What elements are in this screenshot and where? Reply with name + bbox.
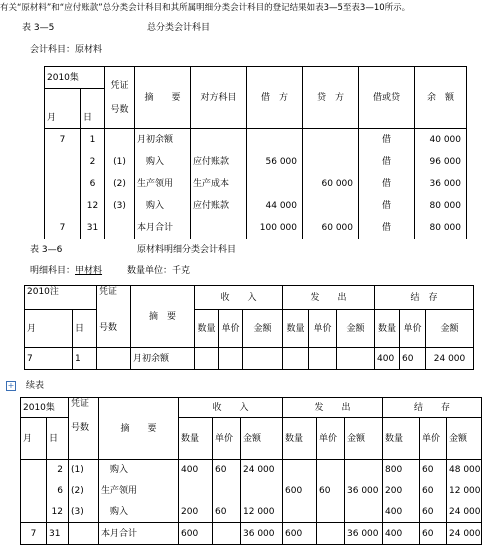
- general-ledger-table: [44, 66, 467, 239]
- month-header: 月: [25, 310, 73, 348]
- table-row: 7 1 月初余额 借 40 000: [45, 129, 467, 151]
- price-header: 单价: [213, 418, 241, 460]
- table-3-5-subject: 会计科目：原材料: [30, 45, 103, 55]
- day-header: 日: [81, 89, 105, 129]
- table-3-6-label: 表 3—6: [30, 245, 63, 255]
- qty-header: 数量: [383, 418, 420, 460]
- day-header: 日: [73, 310, 97, 348]
- detail-ledger-table: [24, 285, 474, 370]
- month-header: 月: [21, 418, 47, 460]
- table-3-5-title: 总分类会计科目: [147, 23, 211, 33]
- day-header: 日: [47, 418, 69, 460]
- debit-header: 借 方: [247, 67, 303, 129]
- income-header: 收 入: [179, 398, 283, 418]
- qty-header: 数量: [375, 310, 400, 348]
- amount-header: 金额: [337, 310, 375, 348]
- voucher-header: 凭证 号数: [105, 67, 135, 129]
- table-row: 12 (3) 购入 应付账款 44 000 借 80 000: [45, 195, 467, 217]
- issue-header: 发 出: [283, 286, 375, 310]
- month-header: 月: [45, 89, 81, 129]
- price-header: 单价: [400, 310, 426, 348]
- qty-header: 数量: [283, 418, 317, 460]
- balance-header: 余 额: [415, 67, 467, 129]
- table-row: 2 (1) 购入 400 60 24 000 800 60 48 000: [21, 460, 482, 481]
- continuation-label: 续表: [26, 381, 45, 391]
- amount-header: 金额: [241, 418, 283, 460]
- table-row: 6 (2) 生产领用 600 60 36 000 200 60 12 000: [21, 481, 482, 502]
- description-header: 摘 要: [99, 398, 179, 460]
- intro-text: 有关“原材料”和“应付账款”总分类会计科目和其所属明细分类会计科目的登记结果如表3—5至表3—10所示。: [0, 3, 411, 13]
- credit-header: 贷 方: [303, 67, 359, 129]
- table-3-5-label: 表 3—5: [22, 23, 55, 33]
- price-header: 单价: [219, 310, 243, 348]
- year-header: 2010注: [25, 286, 97, 310]
- balance-header: 结 存: [383, 398, 482, 418]
- table-row: 6 (2) 生产领用 生产成本 60 000 借 36 000: [45, 173, 467, 195]
- balance-header: 结 存: [375, 286, 474, 310]
- qty-header: 数量: [283, 310, 309, 348]
- price-header: 单价: [317, 418, 345, 460]
- issue-header: 发 出: [283, 398, 383, 418]
- table-3-6-unit: 数量单位：千克: [127, 266, 191, 276]
- income-header: 收 入: [195, 286, 283, 310]
- year-header: 2010集: [45, 67, 105, 89]
- amount-header: 金额: [447, 418, 482, 460]
- table-row: 7 31 本月合计 100 000 60 000 借 80 000: [45, 217, 467, 239]
- amount-header: 金额: [243, 310, 283, 348]
- opposite-account-header: 对方科目: [191, 67, 247, 129]
- table-row: 2 (1) 购入 应付账款 56 000 借 96 000: [45, 151, 467, 173]
- total-row: 7 31 本月合计 600 36 000 600 36 000 400 60 24 000: [21, 523, 482, 545]
- table-3-6-title: 原材料明细分类会计科目: [137, 245, 237, 255]
- table-row: 12 (3) 购入 200 60 12 000 400 60 24 000: [21, 502, 482, 523]
- description-header: 摘 要: [135, 67, 191, 129]
- price-header: 单价: [420, 418, 447, 460]
- dc-header: 借或贷: [359, 67, 415, 129]
- table-row: 7 1 月初余额 400 60 24 000: [25, 348, 474, 370]
- description-header: 摘 要: [131, 286, 195, 348]
- year-header: 2010集: [21, 398, 69, 418]
- continuation-table: [20, 397, 482, 545]
- expand-icon[interactable]: +: [7, 381, 15, 390]
- amount-header: 金额: [345, 418, 383, 460]
- voucher-header: 凭证 号数: [97, 286, 131, 348]
- amount-header: 金额: [426, 310, 474, 348]
- table-3-6-detail: 明细科目：甲材料: [30, 266, 103, 276]
- qty-header: 数量: [179, 418, 213, 460]
- qty-header: 数量: [195, 310, 219, 348]
- voucher-header: 凭证 号数: [69, 398, 99, 460]
- price-header: 单价: [309, 310, 337, 348]
